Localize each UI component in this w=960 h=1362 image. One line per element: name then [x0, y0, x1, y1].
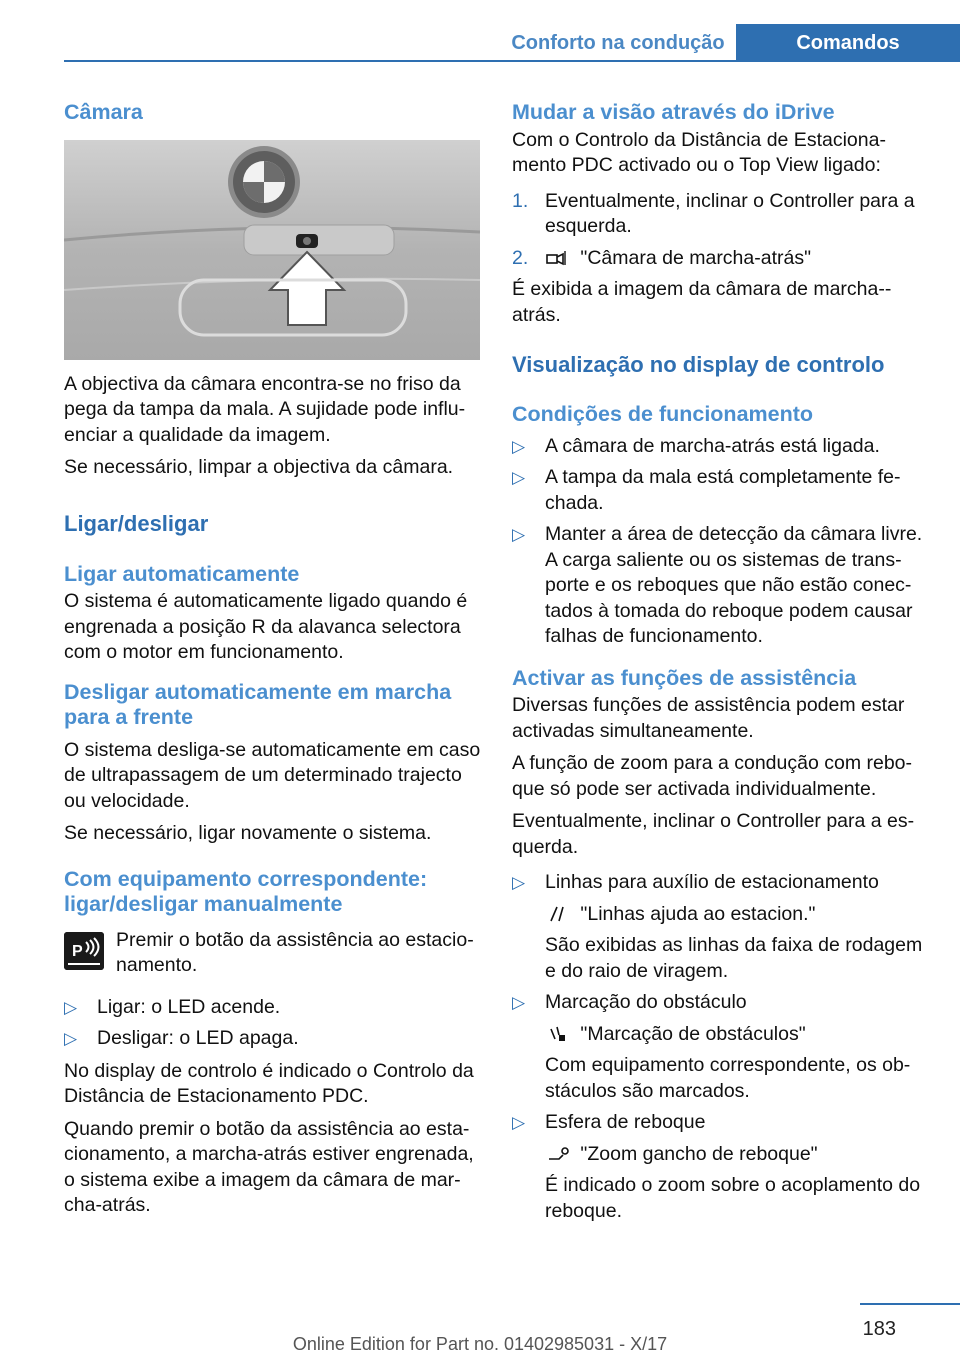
display-heading: Visualização no display de controlo	[512, 352, 885, 377]
parking-assist-button-icon	[64, 932, 104, 970]
footer-rule	[860, 1303, 960, 1305]
list-item: ▷ Ligar: o LED acende.	[64, 995, 482, 1021]
triangle-bullet-icon: ▷	[64, 1029, 78, 1048]
page-header	[64, 24, 960, 62]
idrive-result: É exibida a imagem da câmara de marcha--atrás.	[512, 278, 892, 326]
list-item: ▷ Esfera de reboque "Zoom gancho de reboque" É indicado o zoom sobre o acoplamento do reboque.	[512, 1110, 932, 1224]
parking-button-text: Premir o botão da assistência ao estacio-namento.	[116, 928, 474, 976]
conditions-list	[512, 434, 932, 650]
triangle-bullet-icon: ▷	[512, 993, 526, 1012]
idrive-heading: Mudar a visão através do iDrive	[512, 100, 835, 124]
page-number: 183	[862, 1318, 896, 1340]
obstacle-marking-icon	[545, 1025, 571, 1043]
manual-list	[64, 995, 482, 1052]
triangle-bullet-icon: ▷	[512, 436, 526, 456]
left-column	[64, 100, 482, 1219]
idrive-steps	[512, 189, 932, 272]
list-item: ▷ Desligar: o LED apaga.	[64, 1026, 482, 1052]
parking-button-row	[64, 928, 482, 979]
camera-heading: Câmara	[64, 100, 143, 124]
triangle-bullet-icon: ▷	[512, 1113, 526, 1132]
manual-text-2: Quando premir o botão da assistência ao esta-cionamento, a marcha-atrás estiver engrenada, o sistema exibe a imagem da câmara de mar-cha-atrás.	[64, 1117, 474, 1216]
tow-hook-zoom-icon	[545, 1145, 571, 1163]
triangle-bullet-icon: ▷	[64, 997, 78, 1017]
parking-lines-icon	[545, 905, 571, 923]
onoff-heading: Ligar/desligar	[64, 510, 209, 536]
auto-on-heading: Ligar automaticamente	[64, 561, 300, 586]
manual-heading: Com equipamento correspondente: ligar/desligar manualmente	[64, 866, 428, 916]
section-tab: Conforto na condução	[511, 31, 725, 54]
assist-text-3: Eventualmente, inclinar o Controller para a es-querda.	[512, 810, 915, 858]
auto-off-text-2: Se necessário, ligar novamente o sistema.	[64, 822, 432, 844]
list-item: ▷ A tampa da mala está completamente fe-chada.	[512, 465, 932, 516]
triangle-bullet-icon: ▷	[512, 468, 526, 487]
footer-edition: Online Edition for Part no. 01402985031 - X/17	[292, 1334, 668, 1354]
assist-text-1: Diversas funções de assistência podem estar activadas simultaneamente.	[512, 694, 905, 742]
right-column	[512, 100, 932, 1230]
list-item: ▷ Marcação do obstáculo "Marcação de obstáculos" Com equipamento correspondente, os ob-stáculos são marcados.	[512, 990, 932, 1104]
list-item: ▷ Manter a área de detecção da câmara livre. A carga saliente ou os sistemas de trans-porte e os reboques que não estão conec-tados à tomada do reboque podem causar falhas de funcionamento.	[512, 522, 932, 650]
conditions-heading: Condições de funcionamento	[512, 402, 814, 426]
camera-text-1: A objectiva da câmara encontra-se no friso da pega da tampa da mala. A sujidade pode influ-enciar a qualidade da imagem.	[64, 372, 466, 446]
chapter-tab: Comandos	[736, 24, 960, 62]
triangle-bullet-icon: ▷	[512, 873, 526, 892]
list-item: ▷ Linhas para auxílio de estacionamento "Linhas ajuda ao estacion." São exibidas as linhas da faixa de rodagem e do raio de viragem.	[512, 870, 932, 984]
camera-photo	[64, 140, 480, 360]
svg-text:P: P	[72, 942, 83, 960]
list-item: 1. Eventualmente, inclinar o Controller para a esquerda.	[512, 189, 915, 237]
assist-list	[512, 870, 932, 1224]
logo-emblem	[228, 146, 300, 218]
list-item: 2. "Câmara de marcha-atrás"	[512, 246, 812, 269]
list-item: ▷ A câmara de marcha-atrás está ligada.	[512, 434, 932, 460]
auto-off-text-1: O sistema desliga-se automaticamente em caso de ultrapassagem de um determinado trajecto ou velocidade.	[64, 738, 481, 812]
manual-text-1: No display de controlo é indicado o Controlo da Distância de Estacionamento PDC.	[64, 1059, 474, 1107]
camera-text-2: Se necessário, limpar a objectiva da câmara.	[64, 456, 454, 478]
auto-on-text: O sistema é automaticamente ligado quando é engrenada a posição R da alavanca selectora com o motor em funcionamento.	[64, 590, 468, 663]
auto-off-heading: Desligar automaticamente em marcha para a frente	[64, 679, 452, 729]
idrive-text: Com o Controlo da Distância de Estaciona-mento PDC activado ou o Top View ligado:	[512, 128, 886, 176]
triangle-bullet-icon: ▷	[512, 525, 526, 544]
assist-text-2: A função de zoom para a condução com rebo-que só pode ser activada individualmente.	[512, 752, 912, 800]
assist-heading: Activar as funções de assistência	[512, 665, 857, 690]
reverse-camera-icon	[545, 249, 571, 267]
